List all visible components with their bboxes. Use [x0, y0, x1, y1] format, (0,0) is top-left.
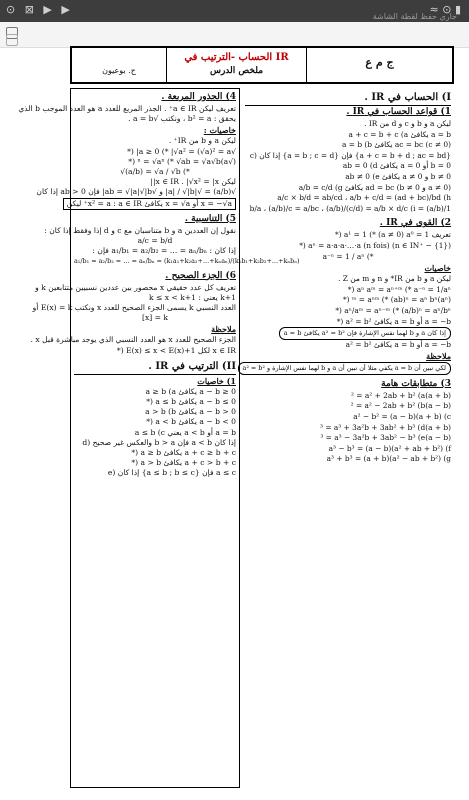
- document-title-block: [167, 48, 307, 82]
- order-property: a = b أو a < b يعني a ≤ b (c: [134, 427, 236, 437]
- class-level: ج م ع: [365, 56, 394, 69]
- square-root-rule-5: √(a/b) = √|a| / √|b| و √ab = √|a|√|b| فإن ab > 0 إذا كان: [36, 187, 236, 197]
- section-proportionality-title: 5) التناسبية .: [184, 213, 236, 224]
- order-properties-title: 1) خاصيات: [197, 375, 236, 386]
- calculation-rule: b = 0 أو a = 0 يكافئ ab = 0 (d: [342, 161, 451, 171]
- order-property: a − b < 0 يكافئ a < b (*: [146, 417, 236, 427]
- integer-part-note: الجزء الصحيح للعدد x هو العدد النسبي الذي يوجد مباشرة قبل x .: [30, 335, 236, 345]
- integer-part-definition-2: k+1 يعني : k ≤ x < k+1: [148, 292, 236, 302]
- powers-square-rule: a = −b أو a = b يكافئ a² = b²: [345, 339, 451, 349]
- status-message: جاري حفظ لقطة الشاشة: [372, 12, 457, 21]
- square-root-rule-3: √(a/b) = √a / √b (*: [120, 167, 190, 177]
- identity: (a − b)³ = a³ − 3a²b + 3ab² − b³ (e: [320, 433, 451, 443]
- notification-icons: ⊙ ⊠ ▶ ▶: [6, 3, 73, 16]
- proportionality-definition: نقول إن العددين a و b متناسبان مع c و d إذا وفقط إذا كان :: [44, 225, 236, 235]
- calculation-rule: 1/(a/b) = b/a ، (a/b)/c = a/bc ، (a/b)/(c/d) = a/b × d/c (i: [249, 203, 451, 213]
- properties-label: خاصيات :: [203, 125, 236, 136]
- identity: (a + b)² = a² + 2ab + b² (a: [351, 390, 451, 400]
- order-property: a + c > b + c يكافئ a > b (*: [131, 458, 236, 468]
- square-root-let: ليكن a و b من IR⁺ .: [168, 136, 236, 146]
- identity: (a + b)³ = a³ + 3a²b + 3ab² + b³ (d: [320, 422, 451, 432]
- powers-definition-3: a⁻ⁿ = 1 / aⁿ (*: [322, 251, 374, 261]
- square-root-definition: تعريف ليكن a ∈ IR⁺ . الجذر المربع للعدد a هو العدد الموجب b الذي: [18, 104, 236, 113]
- document-title: الحساب -الترتيب في IR: [184, 52, 289, 63]
- calculation-rules-let: ليكن a و b و c و d من IR .: [364, 119, 451, 128]
- order-property: a − b ≥ 0 يكافئ a ≥ b (a: [145, 386, 236, 396]
- order-property: a + c ≥ b + c يكافئ a ≥ b (*: [131, 448, 236, 458]
- powers-properties-label: خاصيات: [424, 263, 451, 274]
- powers-note-label: ملاحظة: [426, 351, 451, 362]
- power-property: a = −b أو a = b يكافئ a² = b² (*: [336, 316, 451, 326]
- calculation-rule: (a ≠ 0 و b ≠ 0) ad = bc يكافئ a/b = c/d (g: [298, 182, 451, 192]
- identity: a³ + b³ = (a + b)(a² − ab + b²) (g: [326, 454, 451, 464]
- left-column: [18, 88, 300, 788]
- powers-definition-2: (n ∈ IN⁺ − {1}) aⁿ = a·a·a·…·a (n fois) (*: [299, 240, 451, 250]
- section-integer-part-title: 6) الجزء الصحيح .: [165, 270, 236, 281]
- right-column: [242, 88, 454, 788]
- square-root-rule-6: x = −√a أو x = √a يكافئ x² = a : a ∈ IR⁺ ليكن: [63, 198, 236, 210]
- author-name: ح. بوعيون: [72, 48, 167, 82]
- document-header: [70, 46, 454, 84]
- powers-let: ليكن a و b من IR* و n و m من Z .: [338, 274, 451, 284]
- square-root-rule-4: ليكن x ∈ IR . |√x² = |x||: [150, 177, 236, 187]
- identities-title: 3) متطابقات هامة: [381, 378, 451, 389]
- powers-definition: تعريف a¹ = 1 (* (a ≠ 0) a⁰ = 1 (*: [334, 230, 451, 240]
- proportionality-result: a₁/b₁ = a₂/b₂ = … = aₙ/bₙ = (k₁a₁+k₂a₂+…+kₙaₙ)/(k₁b₁+k₂b₂+…+kₙbₙ): [74, 257, 300, 266]
- proportionality-if: إذا كان : a₁/b₁ = a₂/b₂ = … = aₙ/bₙ فإن :: [92, 246, 236, 256]
- viewer-toolbar: [0, 22, 469, 48]
- square-root-rule-2: (√a)ⁿ = √aⁿ (* √ab = √a√b (*: [128, 156, 236, 166]
- document-subtitle: ملخص الدرس: [209, 66, 264, 76]
- calculation-rule: (c ≠ 0) ac = bc يكافئ a = b (b: [342, 140, 451, 150]
- square-root-definition-2: يحقق : b² = a ، ونكتب √a = b .: [128, 114, 236, 124]
- calculation-rule: a = b يكافئ a + c = b + c (a: [348, 129, 451, 139]
- powers-note-box: لكي نبين أن a = b يكفي مثلا أن نبين أن a و b لهما نفس الإشارة و a² = b²: [238, 362, 451, 375]
- section-calculus-title: I) الحساب في IR .: [245, 90, 451, 106]
- power-property: aⁿ/aᵐ = aⁿ⁻ᵐ (* (a/b)ⁿ = aⁿ/bⁿ (*: [335, 305, 451, 315]
- square-root-rule-1: √a ≥ 0 (* |√a² = (√a)² = a| (*: [127, 146, 236, 156]
- integer-part-note-label: ملاحظة: [211, 324, 236, 335]
- order-property: a ≤ c فإن {a ≤ b ; b ≤ c} إذا كان (e: [107, 468, 236, 478]
- calculation-rule: {a + c = b + d ; ac = bd} فإن {a = b ; c = d} إذا كان (c: [249, 150, 451, 160]
- identity: a³ − b³ = (a − b)(a² + ab + b²) (f: [328, 443, 451, 453]
- order-property: إذا كان a < b فإن b > a والعكس غير صحيح (d: [82, 437, 236, 447]
- system-icons: ≈ ⊙ ▮: [429, 3, 461, 16]
- order-property: a − b > 0 يكافئ a > b (b: [145, 407, 236, 417]
- calculation-rules-title: 1) قواعد الحساب في IR .: [346, 107, 451, 117]
- integer-part-notation: [x] = k: [142, 313, 168, 323]
- share-icon[interactable]: [6, 34, 18, 46]
- calculation-rule: b ≠ 0 و a ≠ 0 يكافئ ab ≠ 0 (e: [345, 171, 451, 181]
- section-square-roots-title: 4) الجذور المربعة .: [161, 92, 236, 102]
- integer-part-inequality: x ∈ IR لكل E(x) ≤ x < E(x)+1 (*: [116, 345, 236, 355]
- proportionality-formula: a/c = b/d: [137, 236, 173, 246]
- lesson-document: [18, 46, 454, 786]
- calculation-rule: a/c × b/d = ab/cd ، a/b + c/d = (ad + bc)/bd (h: [277, 193, 451, 203]
- identity: a² − b² = (a − b)(a + b) (c: [353, 412, 451, 422]
- status-bar: [0, 0, 469, 22]
- order-property: a − b ≤ 0 يكافئ a ≤ b (*: [146, 397, 236, 407]
- integer-part-definition-3: العدد النسبي k يسمى الجزء الصحيح للعدد x ونكتب E(x) = k أو: [32, 303, 236, 313]
- integer-part-definition-1: تعريف كل عدد حقيقي x محصور بين عددين نسبيين متتابعين k و: [35, 282, 236, 292]
- power-property: aⁿ aᵐ = aⁿ⁺ᵐ (* a⁻ⁿ = 1/aⁿ (*: [347, 284, 451, 294]
- section-order-title: II) الترتيب في IR .: [74, 359, 236, 375]
- power-property: (aⁿ)ᵐ = aⁿᵐ (* (ab)ⁿ = aⁿ bⁿ (*: [342, 295, 451, 305]
- powers-same-sign-box: إذا كان a و b لهما نفس الإشارة فإن a² = b² يكافئ a = b: [279, 327, 451, 340]
- identity: (a − b)² = a² − 2ab + b² (b: [350, 401, 451, 411]
- powers-title: 2) القوى في IR .: [379, 218, 451, 229]
